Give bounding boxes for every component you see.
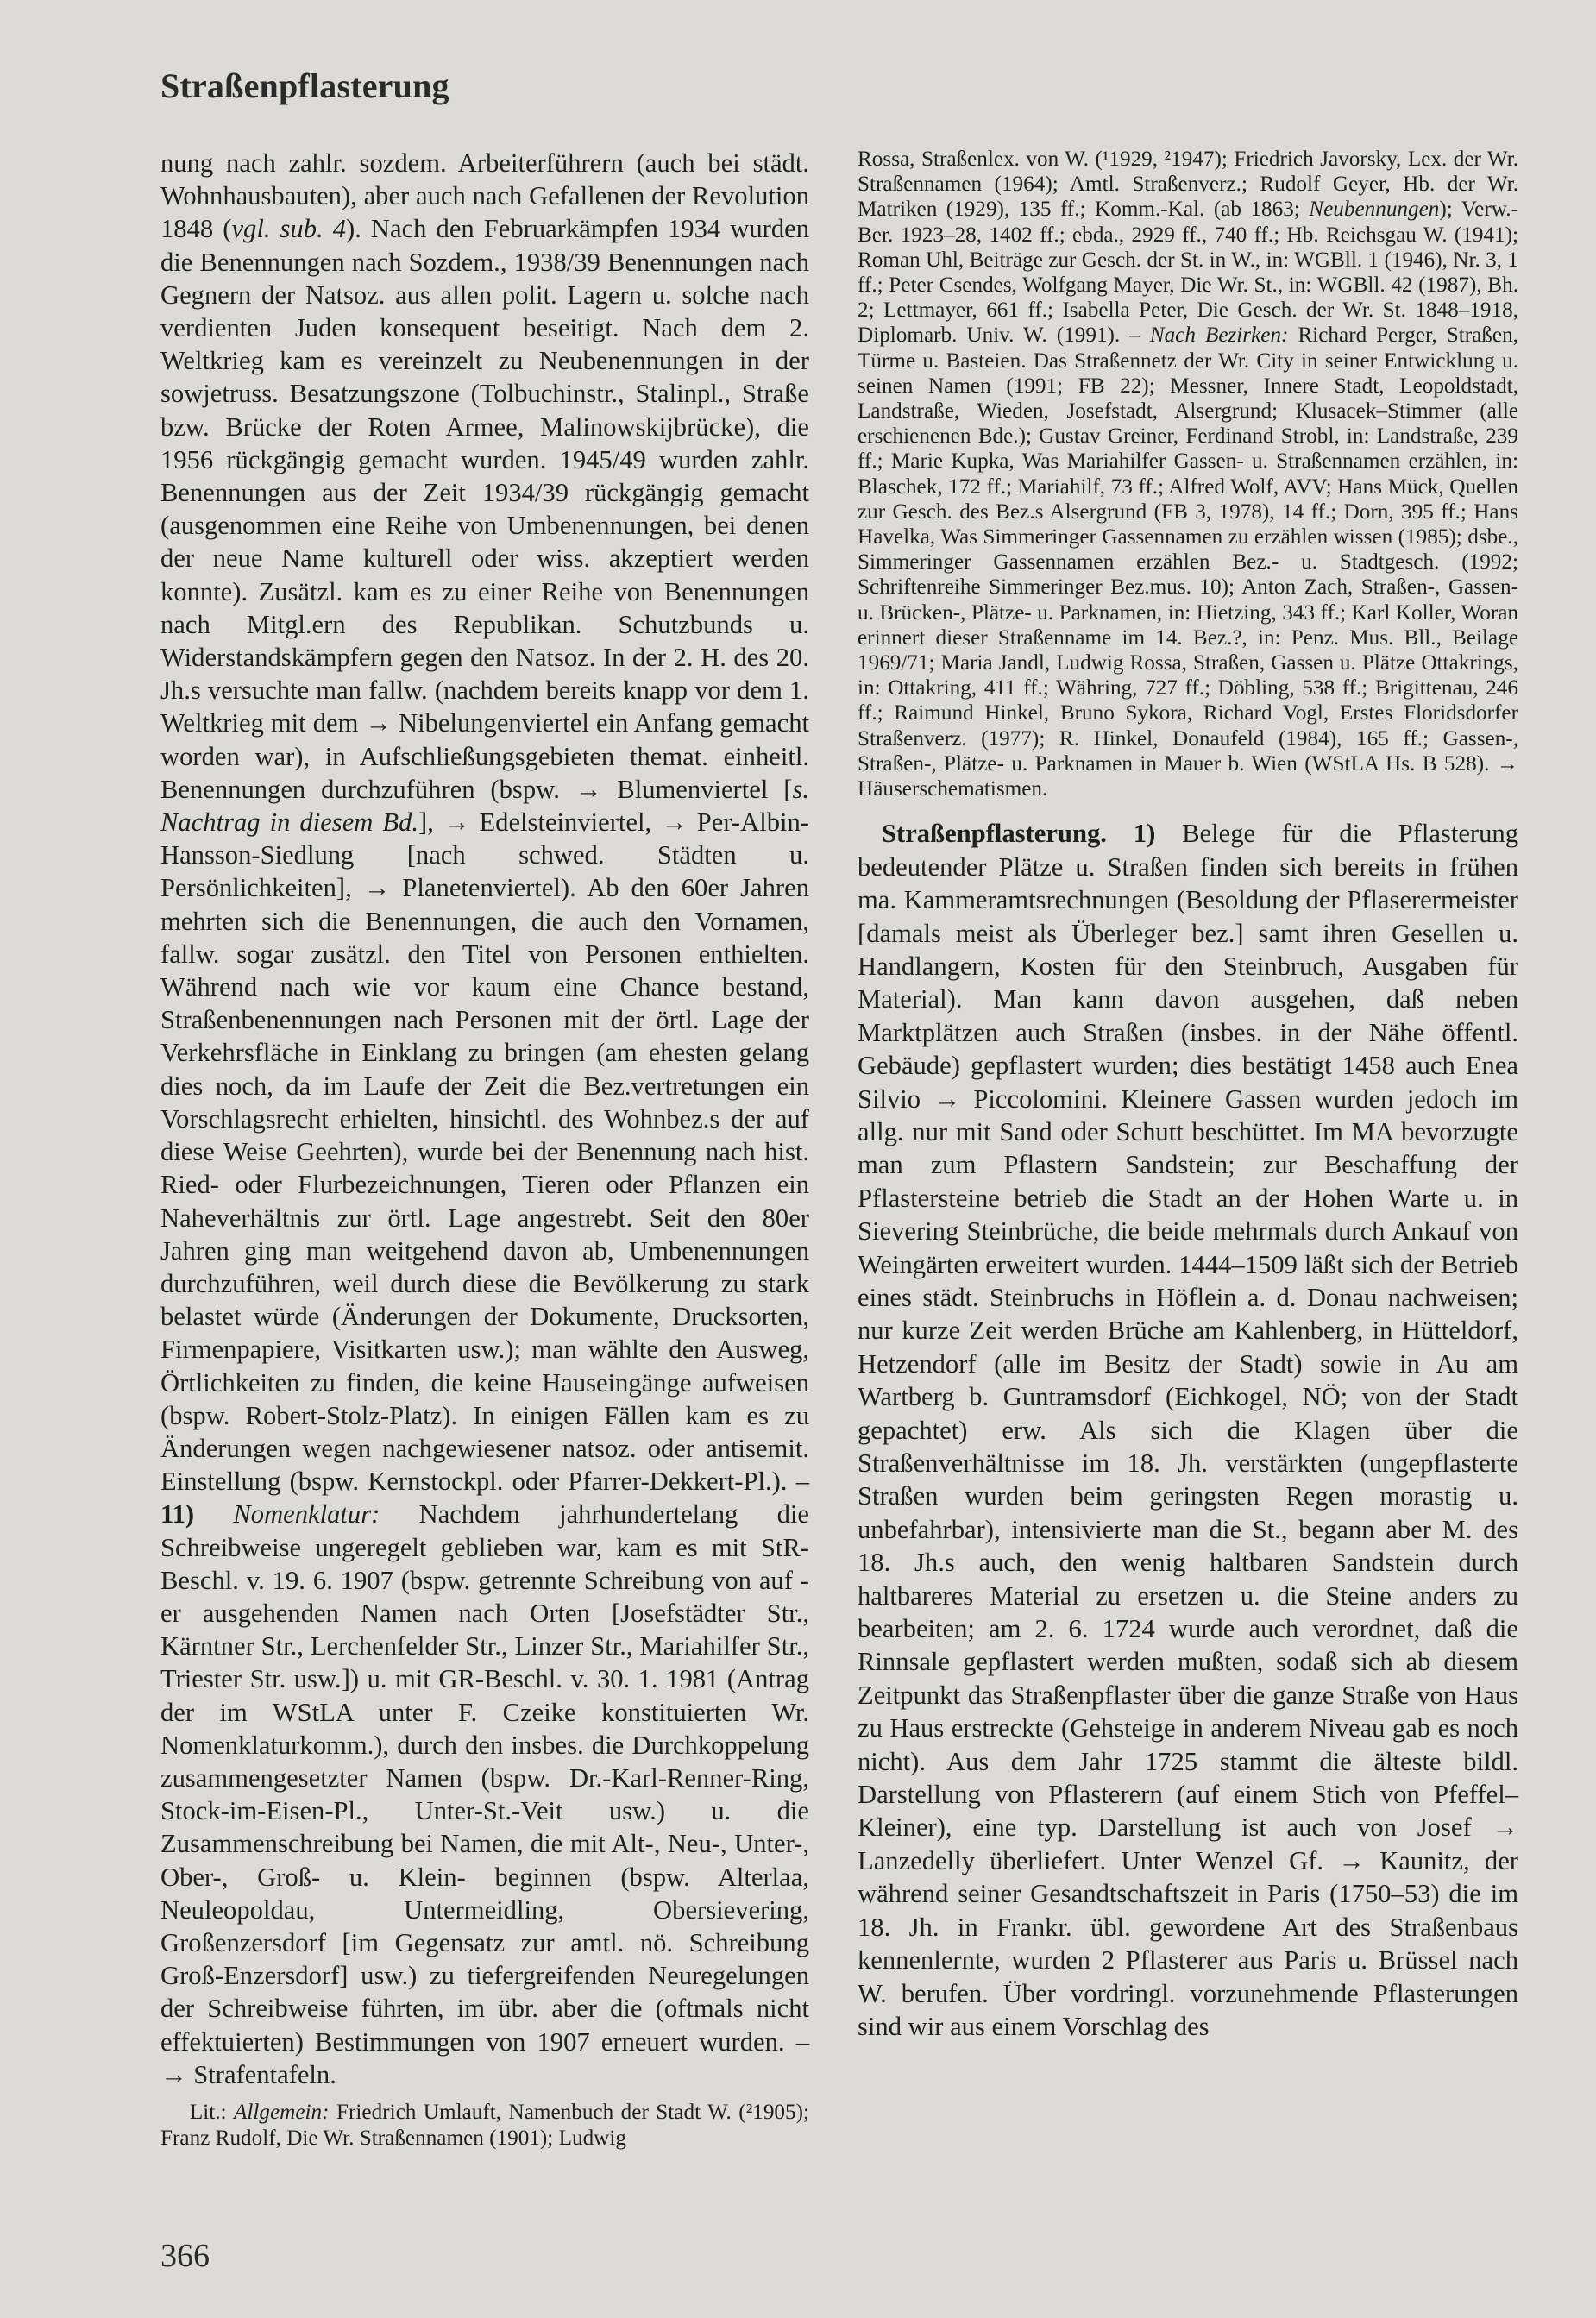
page-number: 366 <box>160 2238 210 2274</box>
entry-strassenpflasterung <box>858 817 1518 2043</box>
italic-run: vgl. sub. 4 <box>231 214 347 244</box>
text-run: Friedrich Umlauft, Namenbuch der Stadt W. (²1905); Franz Rudolf, Die Wr. Straßennamen (1901); Ludwig <box>160 2100 810 2150</box>
entry-headword: Straßenpflasterung. <box>882 819 1107 849</box>
text-run: Nachdem jahrhundertelang die Schreibweise ungeregelt geblieben war, kam es mit StR-Beschl. v. 19. 6. 1907 (bspw. getrennte Schreibung von auf -er ausgehenden Namen nach Orten [Josefstädter Str., Kärntner Str., Lerchenfelder Str., Linzer Str., Mariahilfer Str., Triester Str. usw.]) u. mit GR-Beschl. v. 30. 1. 1981 (Antrag der im WStLA unter F. Czeike konstituierten Wr. Nomenklaturkomm.), durch den insbes. die Durchkoppelung zusammengesetzter Namen (bspw. Dr.-Karl-Renner-Ring, Stock-im-Eisen-Pl., Unter-St.-Veit usw.) u. die Zusammenschreibung bei Namen, die mit Alt-, Neu-, Unter-, Ober-, Groß- u. Klein- beginnen (bspw. Alterlaa, Neuleopoldau, Untermeidling, Obersievering, Großenzersdorf [im Gegensatz zur amtl. nö. Schreibung Groß-Enzersdorf] usw.) zu tiefergreifenden Neuregelungen der Schreibweise führten, im übr. aber die (oftmals nicht effektuierten) Bestimmungen von 1907 erneuert wurden. – → Strafentafeln. <box>160 1499 810 2089</box>
text-run: ], → Edelsteinviertel, → Per-Albin-Hansson-Siedlung [nach schwed. Städten u. Persönlichkeiten], → Planetenviertel). Ab den 60er Jahren mehrten sich die Benennungen, die auch den Vornamen, fallw. sogar zusätzl. den Titel von Personen enthielten. Während nach wie vor kaum eine Chance bestand, Straßenbenennungen nach Personen mit der örtl. Lage der Verkehrsfläche in Einklang zu bringen (am ehesten gelang dies noch, da im Laufe der Zeit die Bez.vertretungen ein Vorschlagsrecht erhielten, hinsichtl. des Wohnbez.s der auf diese Weise Geehrten), wurde bei der Benennung nach hist. Ried- oder Flurbezeichnungen, Tieren oder Pflanzen ein Naheverhältnis zur örtl. Lage angestrebt. Seit den 80er Jahren ging man weitgehend davon ab, Umbenennungen durchzuführen, weil durch diese die Bevölkerung zu stark belastet würde (Änderungen der Dokumente, Drucksorten, Firmenpapiere, Visitkarten usw.); man wählte den Ausweg, Örtlichkeiten zu finden, die keine Hauseingänge aufweisen (bspw. Robert-Stolz-Platz). In einigen Fällen kam es zu Änderungen wegen nachgewiesener natsoz. oder antisemit. Einstellung (bspw. Kernstockpl. oder Pfarrer-Dekkert-Pl.). – <box>160 807 809 1497</box>
right-column <box>858 147 1518 2043</box>
section-label: Nomenklatur: <box>233 1499 380 1530</box>
italic-run: Neubennungen <box>1309 198 1440 222</box>
text-run: Belege für die Pflasterung bedeutender Plätze u. Straßen finden sich bereits in frühen ma. Kammeramtsrechnungen (Besoldung der Pflaserermeister [damals meist als Überleger bez.] samt ihren Gesellen u. Handlangern, Kosten für den Steinbruch, Ausgaben für Material). Man kann davon ausgehen, daß neben Marktplätzen auch Straßen (insbes. in der Nähe öffentl. Gebäude) gepflastert wurden; dies bestätigt 1458 auch Enea Silvio → Piccolomini. Kleinere Gassen wurden jedoch im allg. nur mit Sand oder Schutt beschüttet. Im MA bevorzugte man zum Pflastern Sandstein; zur Beschaffung der Pflastersteine betrieb die Stadt an der Hohen Warte u. in Sievering Steinbrüche, die beide mehrmals durch Ankauf von Weingärten erweitert wurden. 1444–1509 läßt sich der Betrieb eines städt. Steinbruchs in Höflein a. d. Donau nachweisen; nur kurze Zeit werden Brüche am Kahlenberg, in Hütteldorf, Hetzendorf (alle im Besitz der Stadt) sowie in Au am Wartberg b. Guntramsdorf (Eichkogel, NÖ; von der Stadt gepachtet) erw. Als sich die Klagen über die Straßenverhältnisse im 18. Jh. verstärkten (ungepflasterte Straßen wurden beim geringsten Regen morastig u. unbefahrbar), intensivierte man die St., begann aber M. des 18. Jh.s auch, den wenig haltbaren Sandstein durch haltbareres Material zu ersetzen u. die Steine anders zu bearbeiten; am 2. 6. 1724 wurde auch verordnet, daß die Rinnsale gepflastert werden mußten, sodaß sich ab diesem Zeitpunkt das Straßenpflaster über die ganze Straße von Haus zu Haus erstreckte (Gehsteige in anderem Niveau gab es noch nicht). Aus dem Jahr 1725 stammt die älteste bildl. Darstellung von Pflasterern (auf einem Stich von Pfeffel–Kleiner), eine typ. Darstellung ist auch von Josef → Lanzedelly überliefert. Unter Wenzel Gf. → Kaunitz, der während seiner Gesandtschaftszeit in Paris (1750–53) die im 18. Jh. in Frankr. übl. gewordene Art des Straßenbaus kennenlernte, wurden 2 Pflasterer aus Paris u. Brüssel nach W. berufen. Über vordringl. vorzunehmende Pflasterungen sind wir aus einem Vorschlag des <box>858 819 1518 2041</box>
literature-block <box>160 2100 809 2152</box>
text-run: ); Verw.-Ber. 1923–28, 1402 ff.; ebda., 2929 ff., 740 ff.; Hb. Reichsgau W. (1941); Roman Uhl, Beiträge zur Gesch. der St. in W., in: WGBll. 1 (1946), Nr. 3, 1 ff.; Peter Csendes, Wolfgang Mayer, Die Wr. St., in: WGBll. 42 (1987), Bh. 2; Lettmayer, 661 ff.; Isabella Peter, Die Gesch. der Wr. St. 1848–1918, Diplomarb. Univ. W. (1991). – <box>858 198 1518 348</box>
text-run: Richard Perger, Straßen, Türme u. Basteien. Das Straßennetz der Wr. City in seiner Entwicklung u. seinen Namen (1991; FB 22); Messner, Innere Stadt, Leopoldstadt, Landstraße, Wieden, Josefstadt, Alsergrund; Klusacek–Stimmer (alle erschienenen Bde.); Gustav Greiner, Ferdinand Strobl, in: Landstraße, 239 ff.; Marie Kupka, Was Mariahilfer Gassen- u. Straßennamen erzählen, in: Blaschek, 172 ff.; Mariahilf, 73 ff.; Alfred Wolf, AVV; Hans Mück, Quellen zur Gesch. des Bez.s Alsergrund (FB 3, 1978), 14 ff.; Dorn, 395 ff.; Hans Havelka, Was Simmeringer Gassennamen zu erzählen wissen (1985); dsbe., Simmeringer Gassennamen erzählen Bez.- u. Stadtgesch. (1992; Schriftenreihe Simmeringer Bez.mus. 10); Anton Zach, Straßen-, Gassen- u. Brücken-, Plätze- u. Parknamen, in: Hietzing, 343 ff.; Karl Koller, Woran erinnert dieser Straßenname im 14. Bez.?, in: Penz. Mus. Bll., Beilage 1969/71; Maria Jandl, Ludwig Rossa, Straßen, Gassen u. Plätze Ottakrings, in: Ottakring, 411 ff.; Währing, 727 ff.; Döbling, 538 ff.; Brigittenau, 246 ff.; Raimund Hinkel, Bruno Sykora, Richard Vogl, Erstes Floridsdorfer Straßenverz. (1977); R. Hinkel, Donaufeld (1984), 165 ff.; Gassen-, Straßen-, Plätze- u. Parknamen in Mauer b. Wien (WStLA Hs. B 528). → Häuserschematismen. <box>858 324 1518 801</box>
italic-run: Allgemein: <box>234 2100 330 2124</box>
running-head: Straßenpflasterung <box>160 66 449 105</box>
italic-run: Nach Bezirken: <box>1149 324 1289 348</box>
text-run: nung nach zahlr. sozdem. Arbeiterführern (auch bei städt. Wohnhausbauten), aber auch nach Gefallenen der Revolution 1848 ( <box>160 148 809 244</box>
text-run: ). Nach den Februarkämpfen 1934 wurden die Benennungen nach Sozdem., 1938/39 Benennungen nach Gegnern der Natsoz. aus allen polit. Lagern u. solche nach verdienten Juden konsequent beseitigt. Nach dem 2. Weltkrieg kam es vereinzelt zu Neubenennungen in der sowjetruss. Besatzungszone (Tolbuchinstr., Stalinpl., Straße bzw. Brücke der Roten Armee, Malinowskijbrücke), die 1956 rückgängig gemacht wurden. 1945/49 wurden zahlr. Benennungen aus der Zeit 1934/39 rückgängig gemacht (ausgenommen eine Reihe von Umbenennungen, bei denen der neue Name kulturell oder wiss. akzeptiert werden konnte). Zusätzl. kam es zu einer Reihe von Benennungen nach Mitgl.ern des Republikan. Schutzbunds u. Widerstandskämpfern gegen den Natsoz. In der 2. H. des 20. Jh.s versuchte man fallw. (nachdem bereits knapp vor dem 1. Weltkrieg mit dem → Nibelungenviertel ein Anfang gemacht worden war), in Aufschließungsgebieten themat. einheitl. Benennungen durchzuführen (bspw. → Blumenviertel [ <box>160 214 809 804</box>
italic-run: s. Nachtrag in diesem Bd. <box>160 774 809 838</box>
literature-label: Lit.: <box>189 2100 235 2124</box>
text-run: Rossa, Straßenlex. von W. (¹1929, ²1947); Friedrich Javorsky, Lex. der Wr. Straßennamen (1964); Amtl. Straßenverz.; Rudolf Geyer, Hb. der Wr. Matriken (1929), 135 ff.; Komm.-Kal. (ab 1863; <box>858 148 1518 222</box>
literature-continuation <box>858 147 1518 801</box>
left-body-text <box>160 147 809 2091</box>
section-number: 11) <box>160 1499 195 1530</box>
section-number: 1) <box>1133 819 1156 849</box>
left-column <box>160 147 809 2152</box>
